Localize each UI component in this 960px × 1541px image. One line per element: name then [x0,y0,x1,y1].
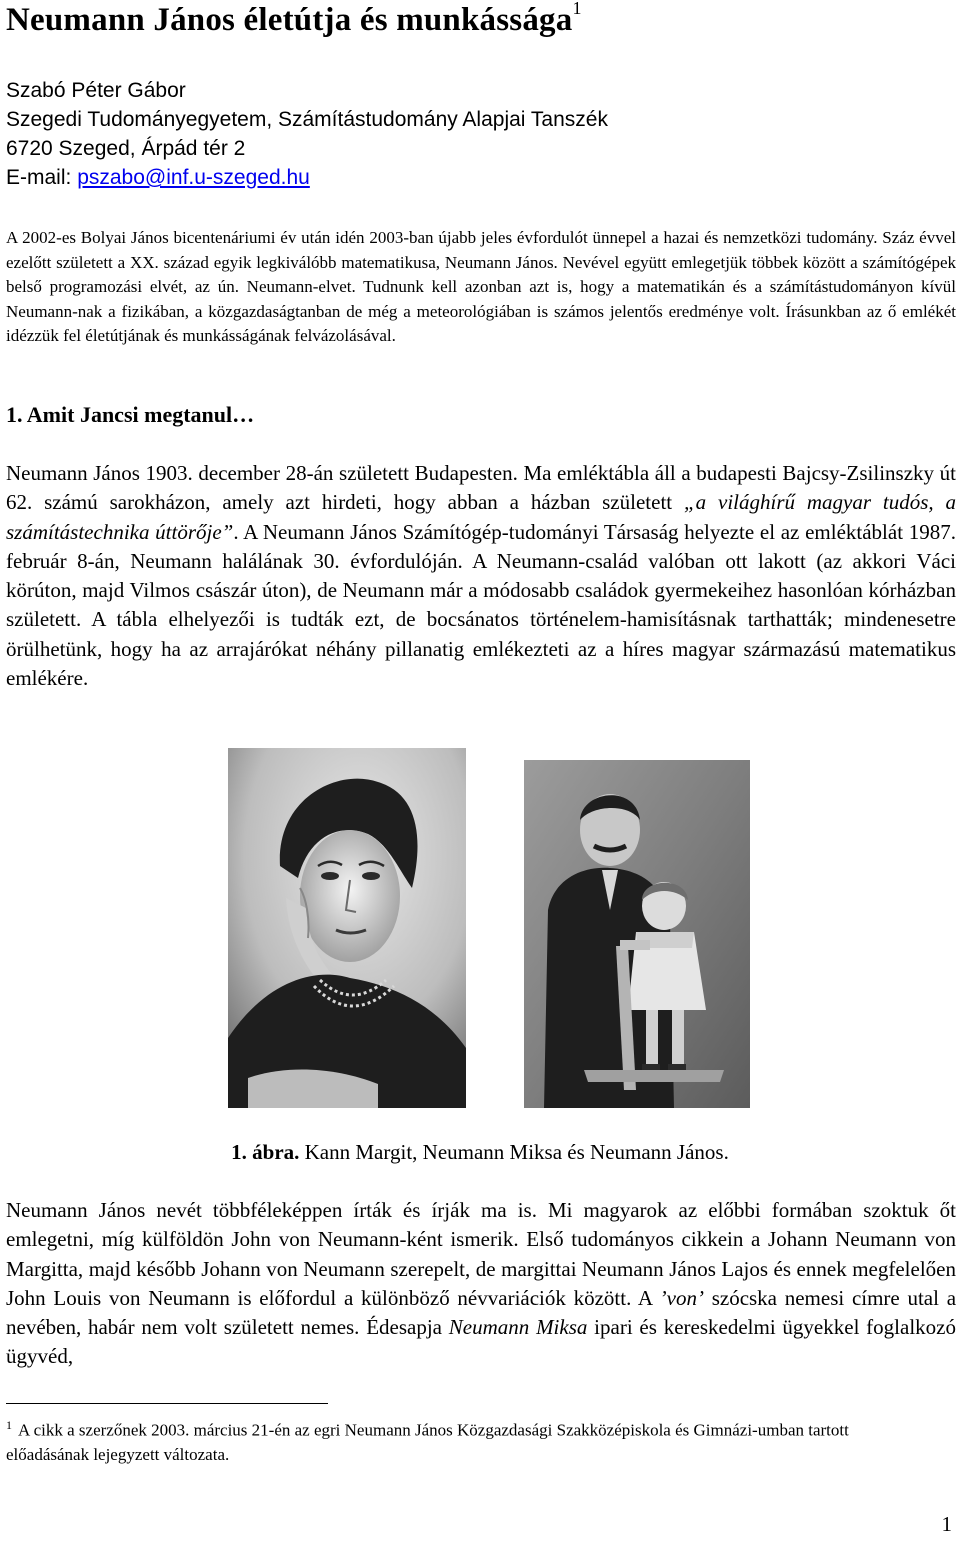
footnote [6,1413,936,1467]
author-name: Szabó Péter Gábor [6,79,186,102]
figure-caption: 1. ábra. Kann Margit, Neumann Miksa és Neumann János. [231,1140,729,1164]
footnote-mark: 1 [6,1418,12,1432]
footnote-text: A cikk a szerzőnek 2003. március 21-én az egri Neumann János Közgazdasági Szakközépiskola és Gimnázi-umban tartott előadásának lejegyzett változata. [6,1420,849,1464]
plaque-quote: „a világhírű magyar tudós, a számítástechnika úttörője” [6,490,957,544]
email-label: E-mail: [6,166,78,189]
body-paragraph: Neumann János nevét többféleképpen írták és írják ma is. Mi magyarok az előbbi formában szoktuk őt emlegetni, míg külföldön John von Neumann-ként ismerik. Első tudományos cikkein a Johann Neumann von Margitta, majd később Johann von Neumann szerepelt, de margittai Neumann János Lajos és ennek megfelelően John Louis von Neumann is előfordul a különböző névvariációk között. A ’von’ szócska nemesi címre utal a nevében, habár nem volt született nemes. Édesapja Neumann Miksa ipari és kereskedelmi ügyekkel foglalkozó ügyvéd, [6,1198,957,1369]
author-block [6,76,608,192]
paper-title: Neumann János életútja és munkássága$^1$ [6,0,582,38]
abstract-paragraph: A 2002-es Bolyai János bicentenáriumi év után idén 2003-ban újabb jeles évfordulót ünnepel a hazai és nemzetközi tudomány. Száz évvel ezelőtt született a XX. század egyik legkiválóbb matematikusa, Neumann János. Nevével együtt emlegetjük többek között a számítógépek belső programozási elvét, az ún. Neumann-elvet. Tudnunk kell azonban azt is, hogy a matematikán és a számítástudományon kívül Neumann-nak a fizikában, a közgazdaságtanban de még a meteorológiában is számos jelentős eredménye volt. Írásunkban az ő emlékét idézzük fel életútjának és munkásságának felvázolásával. [6,228,956,345]
father-name: Neumann Miksa [448,1315,588,1340]
section-body-continued [6,1196,956,1372]
author-affiliation: Szegedi Tudományegyetem, Számítástudomány Alapjai Tanszék [6,108,608,131]
author-address: 6720 Szeged, Árpád tér 2 [6,137,246,160]
father-and-child-photo [524,760,750,1108]
body-paragraph: Neumann János 1903. december 28-án született Budapesten. Ma emléktábla áll a budapesti Bajcsy-Zsilinszky út 62. számú sarokházon, amely azt hirdeti, hogy abban a házban született „a világhírű magyar tudós, a számítástechnika úttörője”. A Neumann János Számítógép-tudományi Társaság helyezte el az emléktáblát 1987. február 8-án, Neumann halálának 30. évfordulóján. A Neumann-család valóban ott lakott (az akkori Váci körúton, majd Vilmos császár úton), de Neumann már a módosabb családok gyermekeihez hasonlóan kórházban született. A tábla elhelyezői is tudták ezt, de bocsánatos történelem-hamisításnak tarthatták; mindenesetre örülhetünk, hogy ha az arrajárókat néhány pillanatig emlékezteti az a híres magyar származású matematikus emlékére. [6,461,957,691]
email-link[interactable]: pszabo@inf.u-szeged.hu [77,166,310,189]
footnote-divider [6,1403,328,1404]
figure-label: 1. ábra. [231,1140,300,1164]
section-heading: 1. Amit Jancsi megtanul… [6,402,255,427]
portrait-photo [228,748,466,1108]
page-number: 1 [941,1512,952,1536]
section-body [6,459,956,693]
abstract [6,226,956,349]
author-email-line [6,163,608,192]
title-footnote-mark[interactable]: 1 [572,0,582,18]
